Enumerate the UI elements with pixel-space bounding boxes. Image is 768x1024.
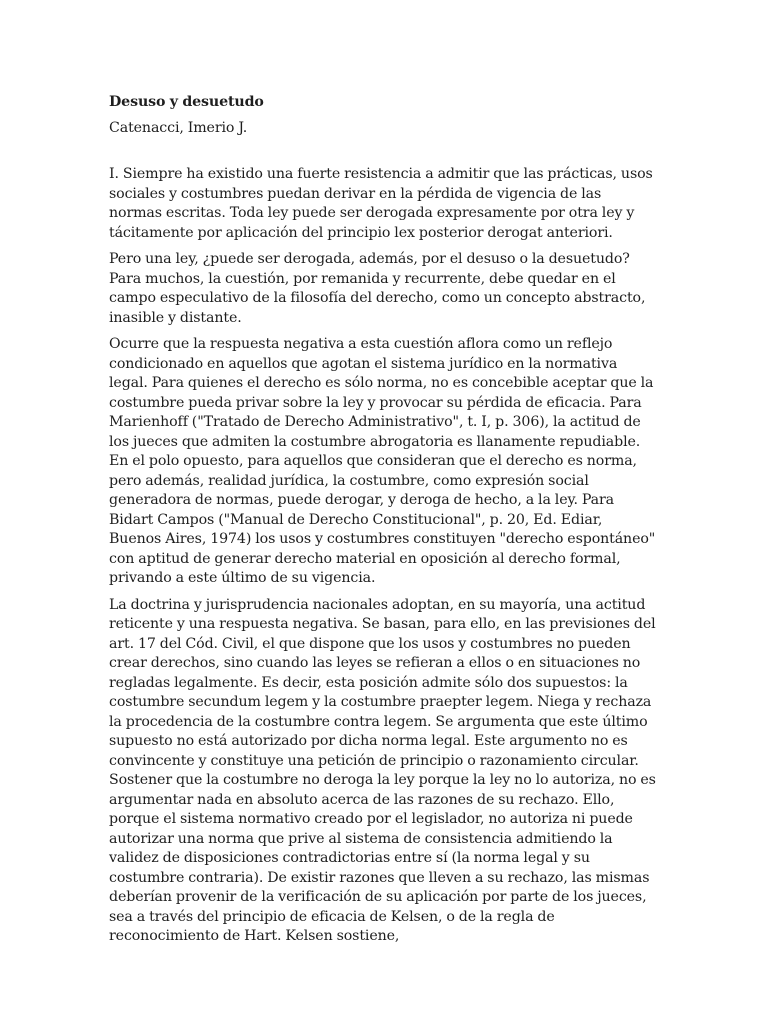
document-title: Desuso y desuetudo — [109, 94, 264, 110]
paragraph-1: I. Siempre ha existido una fuerte resistencia a admitir que las prácticas, usos sociales y costumbres puedan derivar en la pérdida de vigencia de las normas escritas. Toda ley puede ser derogada expresamente por otra ley y tácitamente por aplicación del principio lex posterior derogat anteriori. — [109, 166, 653, 241]
paragraph-3: Ocurre que la respuesta negativa a esta cuestión aflora como un reflejo condicionado en aquellos que agotan el sistema jurídico en la normativa legal. Para quienes el derecho es sólo norma, no es concebible aceptar que la costumbre pueda privar sobre la ley y provocar su pérdida de eficacia. Para Marienhoff ("Tratado de Derecho Administrativo", t. I, p. 306), la actitud de los jueces que admiten la costumbre abrogatoria es llanamente repudiable. En el polo opuesto, para aquellos que consideran que el derecho es norma, pero además, realidad jurídica, la costumbre, como expresión social generadora de normas, puede derogar, y deroga de hecho, a la ley. Para Bidart Campos ("Manual de Derecho Constitucional", p. 20, Ed. Ediar, Buenos Aires, 1974) los usos y costumbres constituyen "derecho espontáneo" con aptitud de generar derecho material en oposición al derecho formal, privando a este último de su vigencia. — [109, 336, 656, 586]
paragraph-2: Pero una ley, ¿puede ser derogada, además, por el desuso o la desuetudo? Para muchos, la cuestión, por remanida y recurrente, debe quedar en el campo especulativo de la filosofía del derecho, como un concepto abstracto, inasible y distante. — [109, 251, 646, 326]
document-body — [109, 93, 657, 947]
paragraph-4: La doctrina y jurisprudencia nacionales adoptan, en su mayoría, una actitud reticente y una respuesta negativa. Se basan, para ello, en las previsiones del art. 17 del Cód. Civil, el que dispone que los usos y costumbres no pueden crear derechos, sino cuando las leyes se refieran a ellos o en situaciones no regladas legalmente. Es decir, esta posición admite sólo dos supuestos: la costumbre secundum legem y la costumbre praepter legem. Niega y rechaza la procedencia de la costumbre contra legem. Se argumenta que este último supuesto no está autorizado por dicha norma legal. Este argumento no es convincente y constituye una petición de principio o razonamiento circular. Sostener que la costumbre no deroga la ley porque la ley no lo autoriza, no es argumentar nada en absoluto acerca de las razones de su rechazo. Ello, porque el sistema normativo creado por el legislador, no autoriza ni puede autorizar una norma que prive al sistema de consistencia admitiendo la validez de disposiciones contradictorias entre sí (la norma legal y su costumbre contraria). De existir razones que lleven a su rechazo, las mismas deberían provenir de la verificación de su aplicación por parte de los jueces, sea a través del principio de eficacia de Kelsen, o de la regla de reconocimiento de Hart. Kelsen sostiene, — [109, 596, 656, 944]
document-author: Catenacci, Imerio J. — [109, 120, 248, 136]
